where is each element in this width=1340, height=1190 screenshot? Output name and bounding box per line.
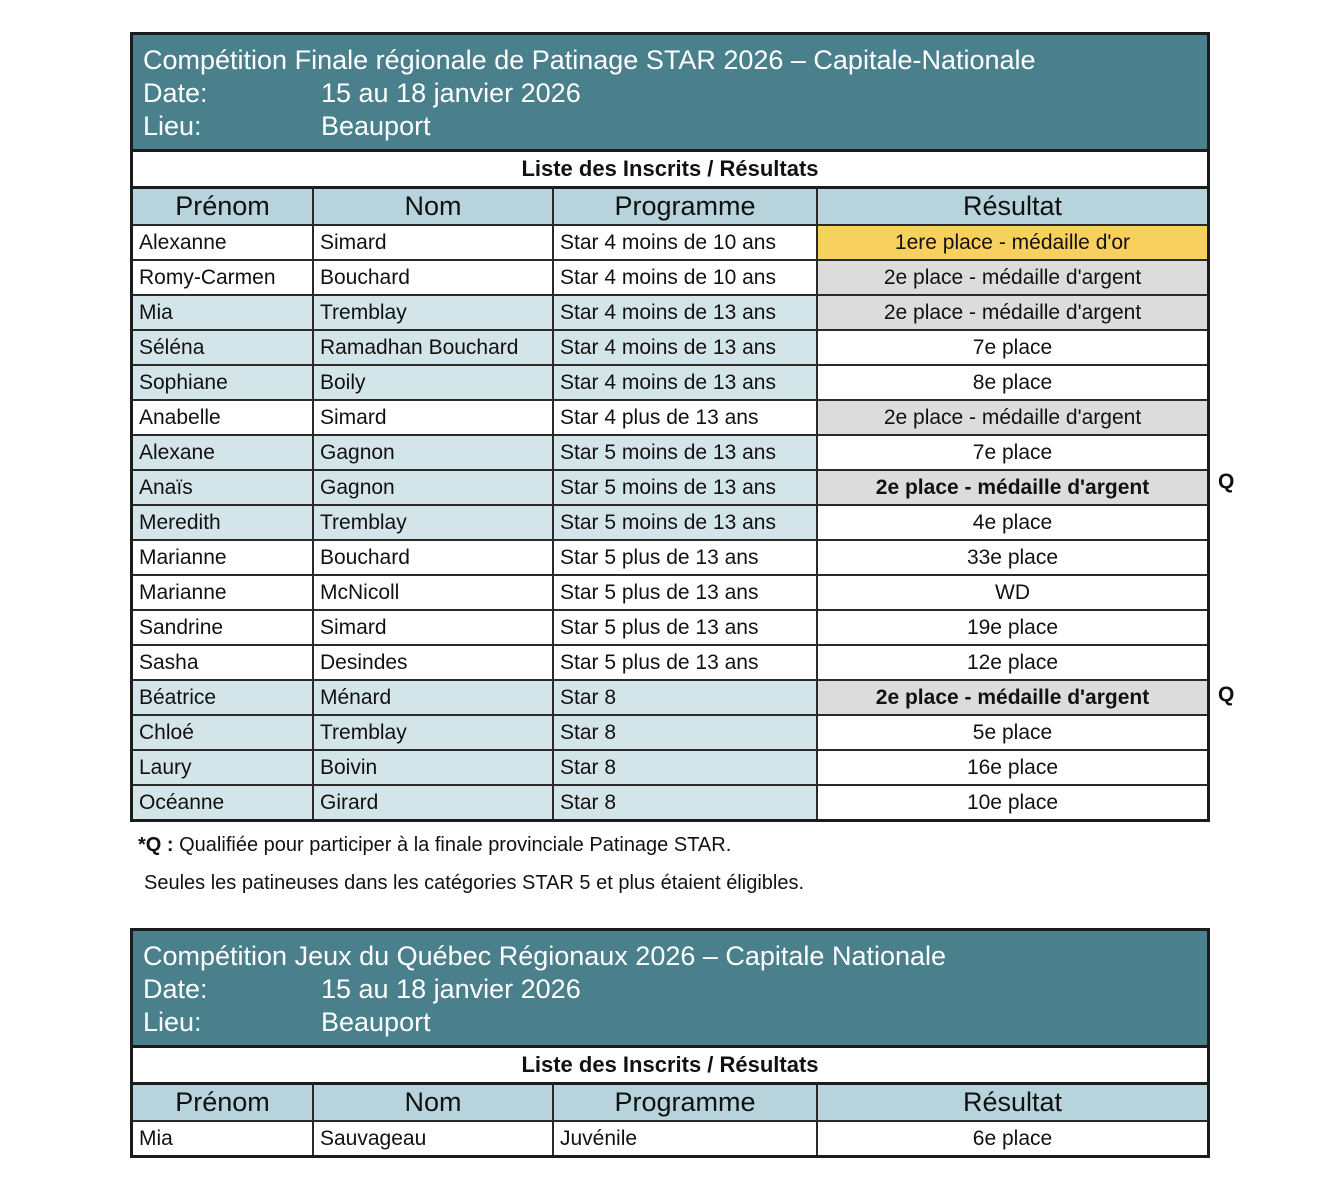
cell-programme: Star 4 plus de 13 ans bbox=[553, 400, 817, 435]
header-prenom: Prénom bbox=[133, 1085, 313, 1121]
header-nom: Nom bbox=[313, 1085, 553, 1121]
table-row bbox=[133, 470, 1207, 505]
qualified-mark: Q bbox=[1218, 470, 1235, 493]
table-row bbox=[133, 505, 1207, 540]
qualified-note bbox=[138, 826, 804, 864]
cell-resultat-silver: 2e place - médaille d'argent bbox=[817, 260, 1207, 295]
cell-nom: Simard bbox=[313, 400, 553, 435]
cell-resultat-silver: 2e place - médaille d'argent bbox=[817, 470, 1207, 505]
cell-nom: McNicoll bbox=[313, 575, 553, 610]
cell-resultat: 4e place bbox=[817, 505, 1207, 540]
cell-prenom: Marianne bbox=[133, 575, 313, 610]
cell-programme: Star 4 moins de 13 ans bbox=[553, 330, 817, 365]
cell-nom: Bouchard bbox=[313, 260, 553, 295]
date-value: 15 au 18 janvier 2026 bbox=[321, 974, 581, 1004]
cell-programme: Star 4 moins de 10 ans bbox=[553, 225, 817, 260]
place-value: Beauport bbox=[321, 1007, 431, 1037]
cell-nom: Sauvageau bbox=[313, 1121, 553, 1155]
competition-jeux-date bbox=[143, 973, 1197, 1006]
qualified-mark: Q bbox=[1218, 683, 1235, 706]
cell-programme: Star 4 moins de 13 ans bbox=[553, 365, 817, 400]
cell-programme: Star 4 moins de 13 ans bbox=[553, 295, 817, 330]
competition-star-place bbox=[143, 110, 1197, 143]
header-prenom: Prénom bbox=[133, 189, 313, 225]
qualified-key: *Q : bbox=[138, 834, 174, 856]
cell-programme: Star 8 bbox=[553, 785, 817, 819]
qualified-text: Qualifiée pour participer à la finale provinciale Patinage STAR. bbox=[179, 834, 732, 856]
table-row bbox=[133, 365, 1207, 400]
table-header-row bbox=[133, 189, 1207, 225]
cell-resultat: 8e place bbox=[817, 365, 1207, 400]
table-header-row bbox=[133, 1085, 1207, 1121]
cell-programme: Star 5 plus de 13 ans bbox=[553, 540, 817, 575]
competition-jeux-banner bbox=[133, 931, 1207, 1048]
cell-nom: Gagnon bbox=[313, 435, 553, 470]
cell-resultat: 19e place bbox=[817, 610, 1207, 645]
competition-star-banner bbox=[133, 35, 1207, 152]
table-row bbox=[133, 680, 1207, 715]
results-table-jeux bbox=[133, 1085, 1207, 1155]
table-row bbox=[133, 225, 1207, 260]
cell-prenom: Sandrine bbox=[133, 610, 313, 645]
competition-jeux-frame bbox=[130, 928, 1210, 1158]
cell-programme: Star 5 moins de 13 ans bbox=[553, 435, 817, 470]
cell-nom: Simard bbox=[313, 225, 553, 260]
header-resultat: Résultat bbox=[817, 189, 1207, 225]
cell-prenom: Laury bbox=[133, 750, 313, 785]
cell-resultat-gold: 1ere place - médaille d'or bbox=[817, 225, 1207, 260]
cell-nom: Ménard bbox=[313, 680, 553, 715]
results-table-star bbox=[133, 189, 1207, 819]
cell-nom: Bouchard bbox=[313, 540, 553, 575]
cell-programme: Star 8 bbox=[553, 750, 817, 785]
date-label: Date: bbox=[143, 974, 208, 1004]
competition-star-date bbox=[143, 77, 1197, 110]
table-row bbox=[133, 400, 1207, 435]
table-row bbox=[133, 540, 1207, 575]
eligibility-note: Seules les patineuses dans les catégories STAR 5 et plus étaient éligibles. bbox=[144, 872, 805, 894]
header-programme: Programme bbox=[553, 189, 817, 225]
header-programme: Programme bbox=[553, 1085, 817, 1121]
cell-resultat: 10e place bbox=[966, 790, 1059, 814]
place-label: Lieu: bbox=[143, 111, 202, 141]
table-row bbox=[133, 785, 1207, 819]
cell-resultat-silver: 2e place - médaille d'argent bbox=[817, 295, 1207, 330]
cell-nom: Desindes bbox=[313, 645, 553, 680]
table-row bbox=[133, 295, 1207, 330]
cell-nom: Gagnon bbox=[313, 470, 553, 505]
place-value: Beauport bbox=[321, 111, 431, 141]
cell-programme: Star 4 moins de 10 ans bbox=[553, 260, 817, 295]
cell-prenom: Chloé bbox=[133, 715, 313, 750]
header-nom: Nom bbox=[313, 189, 553, 225]
cell-prenom: Béatrice bbox=[133, 680, 313, 715]
table-row bbox=[133, 330, 1207, 365]
date-label: Date: bbox=[143, 78, 208, 108]
cell-programme: Star 5 moins de 13 ans bbox=[553, 505, 817, 540]
cell-programme: Star 5 plus de 13 ans bbox=[553, 645, 817, 680]
cell-prenom: Romy-Carmen bbox=[133, 260, 313, 295]
cell-resultat: 12e place bbox=[817, 645, 1207, 680]
cell-prenom: Meredith bbox=[133, 505, 313, 540]
competition-jeux-subtitle: Liste des Inscrits / Résultats bbox=[133, 1048, 1207, 1085]
table-row bbox=[133, 610, 1207, 645]
cell-programme: Juvénile bbox=[553, 1121, 817, 1155]
cell-resultat: 5e place bbox=[817, 715, 1207, 750]
competition-star-title: Compétition Finale régionale de Patinage STAR 2026 – Capitale-Nationale bbox=[143, 45, 1036, 75]
cell-prenom: Marianne bbox=[133, 540, 313, 575]
table-row bbox=[133, 260, 1207, 295]
cell-resultat: 33e place bbox=[817, 540, 1207, 575]
cell-prenom: Séléna bbox=[133, 330, 313, 365]
table-row bbox=[133, 645, 1207, 680]
cell-prenom: Sasha bbox=[133, 645, 313, 680]
competition-jeux-title: Compétition Jeux du Québec Régionaux 2026 – Capitale Nationale bbox=[143, 941, 947, 971]
date-value: 15 au 18 janvier 2026 bbox=[321, 78, 581, 108]
cell-programme: Star 5 plus de 13 ans bbox=[553, 610, 817, 645]
cell-prenom: Anaïs bbox=[133, 470, 313, 505]
table-row bbox=[133, 575, 1207, 610]
cell-programme: Star 5 moins de 13 ans bbox=[553, 470, 817, 505]
footnotes bbox=[138, 826, 804, 902]
competition-star-frame bbox=[130, 32, 1210, 822]
cell-resultat: 7e place bbox=[817, 435, 1207, 470]
competition-star-section bbox=[130, 32, 1235, 822]
cell-prenom: Mia bbox=[133, 1121, 313, 1155]
table-row bbox=[133, 750, 1207, 785]
cell-nom: Tremblay bbox=[313, 505, 553, 540]
cell-resultat-silver: 2e place - médaille d'argent bbox=[817, 680, 1207, 715]
cell-resultat: WD bbox=[817, 575, 1207, 610]
cell-nom: Ramadhan Bouchard bbox=[313, 330, 553, 365]
cell-prenom: Anabelle bbox=[133, 400, 313, 435]
table-row bbox=[133, 715, 1207, 750]
cell-nom: Boily bbox=[313, 365, 553, 400]
cell-programme: Star 8 bbox=[553, 680, 817, 715]
cell-prenom: Sophiane bbox=[133, 365, 313, 400]
place-label: Lieu: bbox=[143, 1007, 202, 1037]
cell-nom: Simard bbox=[313, 610, 553, 645]
cell-nom: Tremblay bbox=[313, 715, 553, 750]
cell-prenom: Mia bbox=[133, 295, 313, 330]
cell-resultat: 16e place bbox=[817, 750, 1207, 785]
cell-resultat: 7e place bbox=[817, 330, 1207, 365]
table-row bbox=[133, 1121, 1207, 1155]
cell-prenom: Alexanne bbox=[133, 225, 313, 260]
cell-nom: Girard bbox=[313, 785, 553, 819]
cell-nom: Boivin bbox=[313, 750, 553, 785]
table-row bbox=[133, 435, 1207, 470]
competition-star-subtitle: Liste des Inscrits / Résultats bbox=[133, 152, 1207, 189]
header-resultat: Résultat bbox=[817, 1085, 1207, 1121]
cell-prenom: Océanne bbox=[133, 785, 313, 819]
cell-nom: Tremblay bbox=[313, 295, 553, 330]
competition-jeux-section bbox=[130, 928, 1210, 1158]
cell-programme: Star 5 plus de 13 ans bbox=[553, 575, 817, 610]
competition-jeux-place bbox=[143, 1006, 1197, 1039]
cell-prenom: Alexane bbox=[133, 435, 313, 470]
cell-resultat: 6e place bbox=[972, 1126, 1053, 1150]
cell-programme: Star 8 bbox=[553, 715, 817, 750]
cell-resultat-silver: 2e place - médaille d'argent bbox=[817, 400, 1207, 435]
